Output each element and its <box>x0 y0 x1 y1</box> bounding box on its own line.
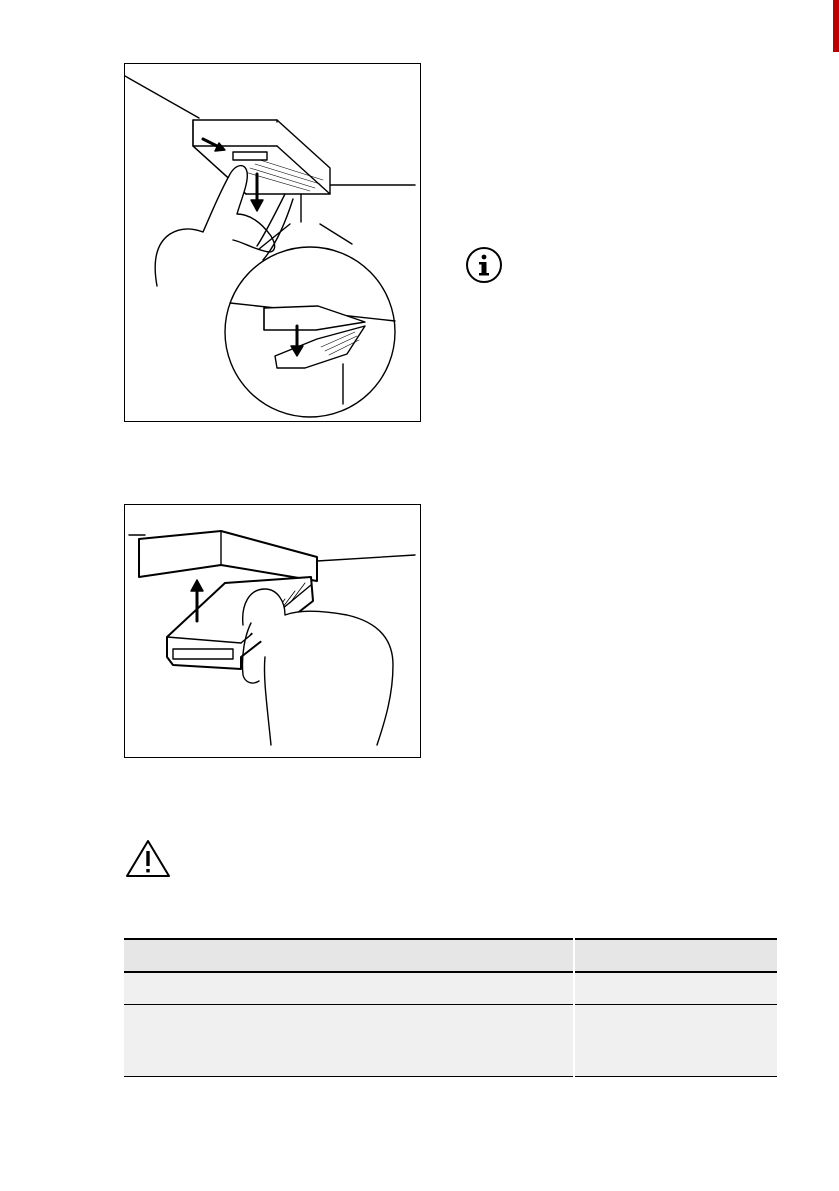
table-header-row <box>124 939 777 972</box>
table-cell <box>124 1004 574 1076</box>
table-row <box>124 1004 777 1076</box>
specification-table <box>124 938 777 1077</box>
table-cell <box>124 972 574 1004</box>
table-header-cell <box>574 939 777 972</box>
filter-insert-figure <box>124 504 421 758</box>
info-icon <box>465 246 503 284</box>
table-header-cell <box>124 939 574 972</box>
page-marker-tab <box>833 0 839 52</box>
filter-release-figure <box>124 63 421 422</box>
table-cell <box>574 972 777 1004</box>
table-cell <box>574 1004 777 1076</box>
warning-icon <box>125 838 171 878</box>
table-row <box>124 972 777 1004</box>
